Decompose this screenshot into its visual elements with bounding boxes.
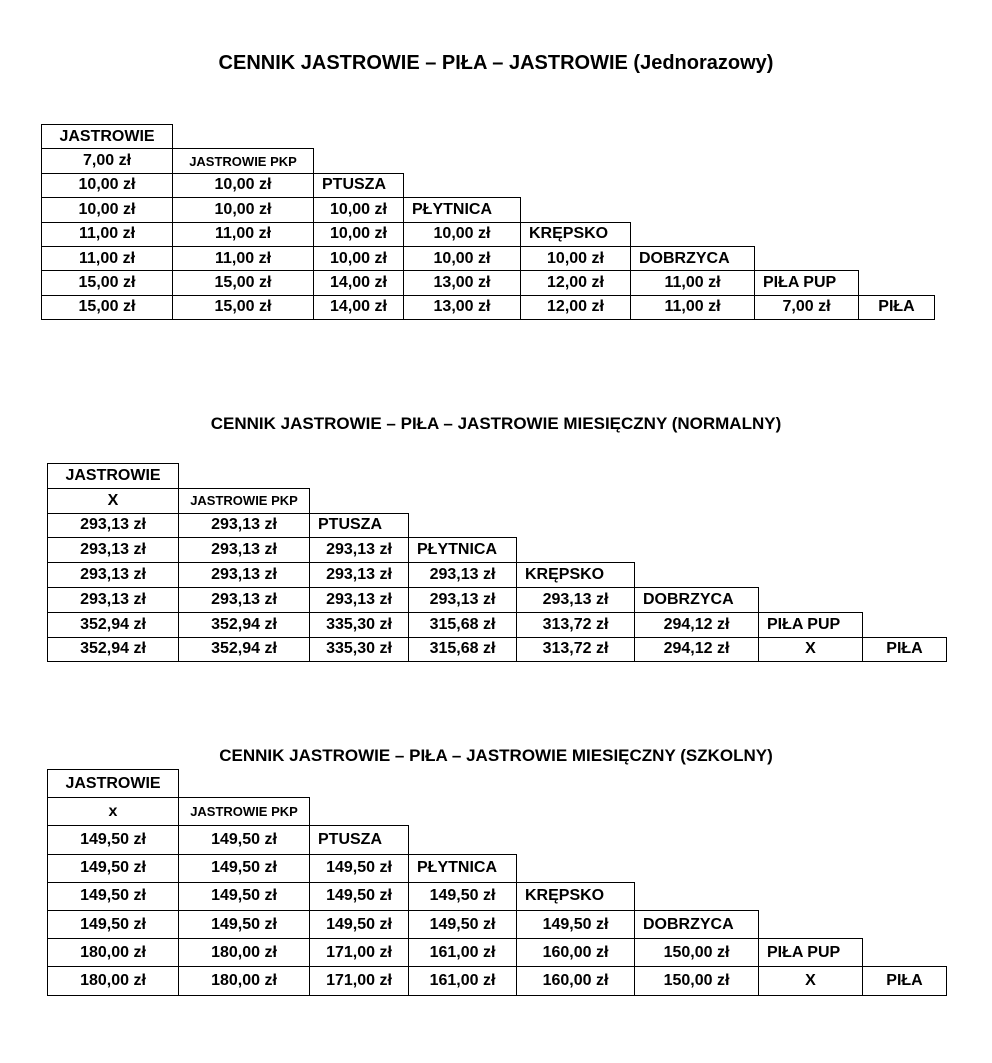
stop-name-cell: DOBRZYCA <box>630 246 755 271</box>
price-cell: 180,00 zł <box>178 938 310 967</box>
price-cell: 14,00 zł <box>313 270 404 295</box>
price-cell: 293,13 zł <box>309 587 409 613</box>
price-cell: 293,13 zł <box>516 587 635 613</box>
price-cell: X <box>47 488 179 514</box>
price-cell: 293,13 zł <box>178 537 310 563</box>
stop-name-cell: PŁYTNICA <box>408 537 517 563</box>
price-cell: 160,00 zł <box>516 938 635 967</box>
stop-name-cell: JASTROWIE PKP <box>178 797 310 826</box>
price-cell: 149,50 zł <box>309 854 409 883</box>
price-cell: 10,00 zł <box>313 246 404 271</box>
price-cell: 293,13 zł <box>178 562 310 588</box>
price-cell: 11,00 zł <box>630 295 755 320</box>
price-cell: 315,68 zł <box>408 637 517 663</box>
price-cell: 293,13 zł <box>408 587 517 613</box>
price-cell: 150,00 zł <box>634 966 759 995</box>
stop-name-cell: JASTROWIE <box>47 769 179 798</box>
price-cell: 149,50 zł <box>178 854 310 883</box>
price-cell: 180,00 zł <box>47 938 179 967</box>
stop-name-cell: PIŁA <box>862 966 947 995</box>
price-cell: 10,00 zł <box>403 246 521 271</box>
price-cell: 149,50 zł <box>178 882 310 911</box>
price-cell: 15,00 zł <box>41 270 173 295</box>
stop-name-cell: PIŁA <box>858 295 935 320</box>
stop-name-cell: JASTROWIE <box>47 463 179 489</box>
price-cell: 293,13 zł <box>309 537 409 563</box>
price-cell: 149,50 zł <box>516 910 635 939</box>
price-cell: 293,13 zł <box>178 513 310 539</box>
price-cell: 293,13 zł <box>47 587 179 613</box>
stop-name-cell: PŁYTNICA <box>403 197 521 222</box>
price-cell: 149,50 zł <box>178 825 310 854</box>
stop-name-cell: KRĘPSKO <box>520 222 631 247</box>
price-cell: 13,00 zł <box>403 270 521 295</box>
price-cell: 149,50 zł <box>47 910 179 939</box>
price-cell: 149,50 zł <box>178 910 310 939</box>
price-cell: 10,00 zł <box>41 173 173 198</box>
price-cell: 161,00 zł <box>408 938 517 967</box>
price-cell: 160,00 zł <box>516 966 635 995</box>
price-cell: 293,13 zł <box>309 562 409 588</box>
price-cell: 293,13 zł <box>47 562 179 588</box>
price-cell: 12,00 zł <box>520 295 631 320</box>
price-cell: 294,12 zł <box>634 612 759 638</box>
price-cell: x <box>47 797 179 826</box>
price-cell: 313,72 zł <box>516 637 635 663</box>
price-cell: 149,50 zł <box>47 825 179 854</box>
price-cell: 10,00 zł <box>41 197 173 222</box>
stop-name-cell: PTUSZA <box>309 825 409 854</box>
price-cell: 10,00 zł <box>403 222 521 247</box>
price-cell: 11,00 zł <box>172 246 314 271</box>
stop-name-cell: PŁYTNICA <box>408 854 517 883</box>
price-cell: 149,50 zł <box>408 882 517 911</box>
price-cell: 11,00 zł <box>41 222 173 247</box>
price-cell: 293,13 zł <box>47 537 179 563</box>
stop-name-cell: PIŁA PUP <box>758 612 863 638</box>
price-cell: 171,00 zł <box>309 938 409 967</box>
price-cell: 352,94 zł <box>47 637 179 663</box>
price-cell: 352,94 zł <box>178 612 310 638</box>
price-cell: 10,00 zł <box>172 173 314 198</box>
stop-name-cell: PIŁA <box>862 637 947 663</box>
price-cell: 149,50 zł <box>408 910 517 939</box>
stop-name-cell: DOBRZYCA <box>634 910 759 939</box>
price-cell: 180,00 zł <box>178 966 310 995</box>
table-1-title: CENNIK JASTROWIE – PIŁA – JASTROWIE (Jednorazowy) <box>218 52 774 74</box>
price-cell: 11,00 zł <box>630 270 755 295</box>
stop-name-cell: JASTROWIE PKP <box>172 148 314 173</box>
price-cell: 293,13 zł <box>178 587 310 613</box>
price-cell: 161,00 zł <box>408 966 517 995</box>
price-cell: 10,00 zł <box>520 246 631 271</box>
price-cell: 315,68 zł <box>408 612 517 638</box>
stop-name-cell: PTUSZA <box>313 173 404 198</box>
price-cell: 7,00 zł <box>754 295 859 320</box>
stop-name-cell: JASTROWIE <box>41 124 173 149</box>
price-cell: 11,00 zł <box>41 246 173 271</box>
price-cell: 12,00 zł <box>520 270 631 295</box>
price-cell: 150,00 zł <box>634 938 759 967</box>
price-cell: 149,50 zł <box>47 854 179 883</box>
stop-name-cell: KRĘPSKO <box>516 562 635 588</box>
price-cell: 15,00 zł <box>172 295 314 320</box>
price-cell: 335,30 zł <box>309 612 409 638</box>
price-cell: X <box>758 637 863 663</box>
price-cell: 11,00 zł <box>172 222 314 247</box>
price-cell: 293,13 zł <box>408 562 517 588</box>
price-cell: 14,00 zł <box>313 295 404 320</box>
price-cell: 335,30 zł <box>309 637 409 663</box>
stop-name-cell: PIŁA PUP <box>758 938 863 967</box>
price-cell: 15,00 zł <box>41 295 173 320</box>
stop-name-cell: DOBRZYCA <box>634 587 759 613</box>
table-3-title: CENNIK JASTROWIE – PIŁA – JASTROWIE MIESIĘCZNY (SZKOLNY) <box>219 746 773 765</box>
price-cell: 149,50 zł <box>309 882 409 911</box>
price-cell: 149,50 zł <box>47 882 179 911</box>
price-cell: 15,00 zł <box>172 270 314 295</box>
price-cell: 180,00 zł <box>47 966 179 995</box>
price-cell: 10,00 zł <box>172 197 314 222</box>
table-2-title: CENNIK JASTROWIE – PIŁA – JASTROWIE MIESIĘCZNY (NORMALNY) <box>210 414 782 433</box>
price-cell: 171,00 zł <box>309 966 409 995</box>
stop-name-cell: PTUSZA <box>309 513 409 539</box>
price-cell: 294,12 zł <box>634 637 759 663</box>
price-cell: 352,94 zł <box>178 637 310 663</box>
price-cell: 7,00 zł <box>41 148 173 173</box>
price-cell: 352,94 zł <box>47 612 179 638</box>
stop-name-cell: JASTROWIE PKP <box>178 488 310 514</box>
price-cell: X <box>758 966 863 995</box>
price-cell: 293,13 zł <box>47 513 179 539</box>
stop-name-cell: PIŁA PUP <box>754 270 859 295</box>
price-cell: 149,50 zł <box>309 910 409 939</box>
price-cell: 313,72 zł <box>516 612 635 638</box>
price-cell: 10,00 zł <box>313 222 404 247</box>
stop-name-cell: KRĘPSKO <box>516 882 635 911</box>
price-cell: 13,00 zł <box>403 295 521 320</box>
price-cell: 10,00 zł <box>313 197 404 222</box>
